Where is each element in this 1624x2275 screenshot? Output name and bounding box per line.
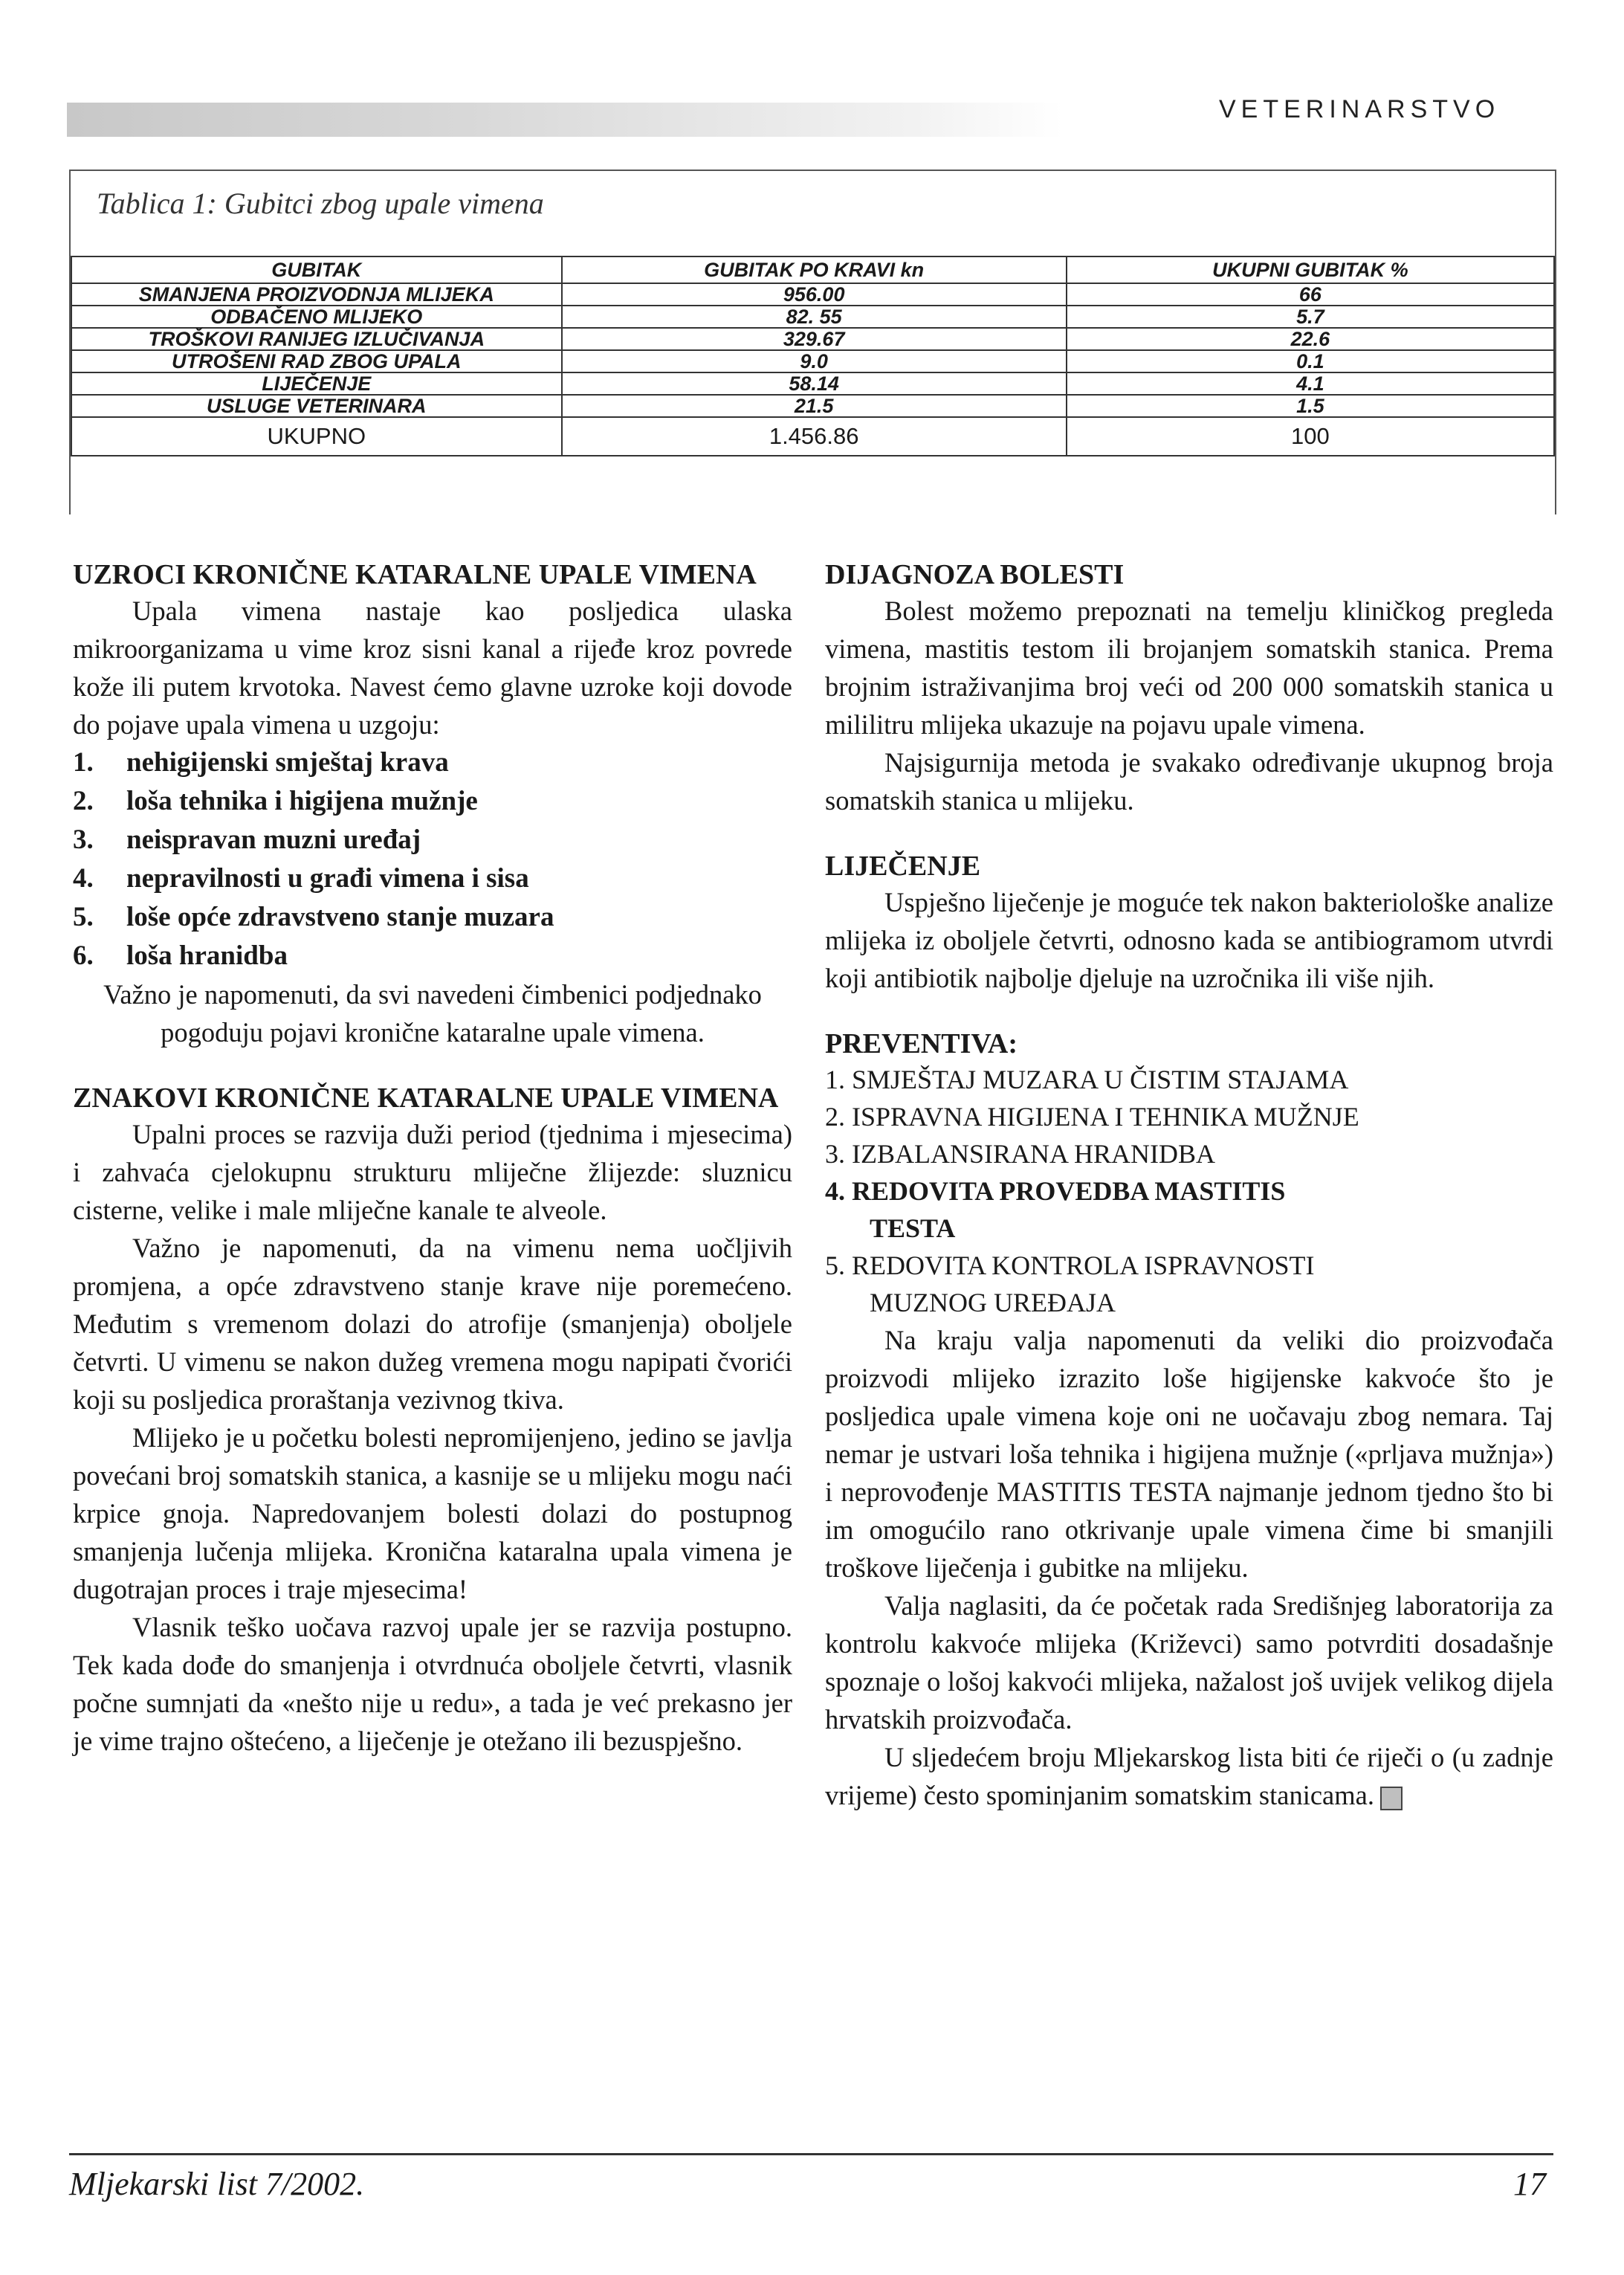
table-row xyxy=(71,283,1554,306)
paragraph: Na kraju valja napomenuti da veliki dio proizvođača proizvodi mlijeko izrazito loše higijenske kakvoće što je posljedica upale vimena koje oni ne uočavaju zbog nemara. Taj nemar je ustvari loša tehnika i higijena mužnje («prljava mužnja») i neprovođenje MASTITIS TESTA najmanje jednom tjedno što bi im omogućilo rano otkrivanje upale vimena čime bi smanjili troškove liječenja i gubitke na mlijeku. xyxy=(825,1325,1553,1583)
causes-heading: UZROCI KRONIČNE KATARALNE UPALE VIMENA xyxy=(73,559,757,590)
loss-table xyxy=(71,256,1555,456)
table-header-row xyxy=(71,256,1554,283)
list-item: 6. loša hranidba xyxy=(73,940,288,971)
table-cell: 956.00 xyxy=(562,283,1067,306)
end-of-article-icon xyxy=(1380,1787,1403,1810)
paragraph: Najsigurnija metoda je svakako određivanje ukupnog broja somatskih stanica u mlijeku. xyxy=(825,747,1553,816)
table-total-row xyxy=(71,417,1554,456)
paragraph: Bolest možemo prepoznati na temelju kliničkog pregleda vimena, mastitis testom ili brojanjem somatskih stanica. Prema brojnim istraživanjima broj veći od 200 000 somatskih stanica u mililitru mlijeka ukazuje na pojavu upale vimena. xyxy=(825,596,1553,740)
list-item: 5. REDOVITA KONTROLA ISPRAVNOSTI MUZNOG UREĐAJA xyxy=(825,1251,1315,1317)
paragraph: Valja naglasiti, da će početak rada Središnjeg laboratorija za kontrolu kakvoće mlijeka (Križevci) samo potvrditi dosadašnje spoznaje o lošoj kakvoći mlijeka, nažalost još uvijek velikog dijela hrvatskih proizvođača. xyxy=(825,1590,1553,1735)
table-cell: 82. 55 xyxy=(562,306,1067,328)
paragraph: Važno je napomenuti, da na vimenu nema uočljivih promjena, a opće zdravstveno stanje krave nije poremećeno. Međutim s vremenom dolazi do atrofije (smanjenja) oboljele četvrti. U vimenu se nakon dužeg vremena mogu napipati čvorići koji su posljedica proraštanja vezivnog tkiva. xyxy=(73,1233,792,1415)
table-header-cell: GUBITAK xyxy=(71,256,562,283)
table-cell: 5.7 xyxy=(1067,306,1554,328)
prevention-heading: PREVENTIVA: xyxy=(825,1028,1018,1059)
table-cell: ODBAČENO MLIJEKO xyxy=(71,306,562,328)
treatment-heading: LIJEČENJE xyxy=(825,851,981,882)
table-cell: 329.67 xyxy=(562,328,1067,350)
table-row xyxy=(71,395,1554,417)
page-number: 17 xyxy=(1513,2166,1546,2202)
table-cell: 1.456.86 xyxy=(562,417,1067,456)
table-cell: 4.1 xyxy=(1067,372,1554,395)
left-column xyxy=(73,558,792,1760)
list-item: 4. nepravilnosti u građi vimena i sisa xyxy=(73,863,529,894)
right-column xyxy=(825,558,1553,1814)
table-cell: LIJEČENJE xyxy=(71,372,562,395)
table-row xyxy=(71,306,1554,328)
list-item: 5. loše opće zdravstveno stanje muzara xyxy=(73,902,554,932)
table-cell: 22.6 xyxy=(1067,328,1554,350)
list-item: 1. nehigijenski smještaj krava xyxy=(73,747,449,778)
list-item: 2. ISPRAVNA HIGIJENA I TEHNIKA MUŽNJE xyxy=(825,1102,1359,1132)
table-row xyxy=(71,328,1554,350)
table-cell: UTROŠENI RAD ZBOG UPALA xyxy=(71,350,562,372)
footer-divider xyxy=(69,2153,1553,2155)
paragraph: Upalni proces se razvija duži period (tjednima i mjesecima) i zahvaća cjelokupnu strukturu mliječne žlijezde: sluznicu cisterne, velike i male mliječne kanale te alveole. xyxy=(73,1119,792,1225)
paragraph: Važno je napomenuti, da svi navedeni čimbenici podjednako pogoduju pojavi kronične kataralne upale vimena. xyxy=(103,979,762,1048)
table-cell: 58.14 xyxy=(562,372,1067,395)
table-cell: 1.5 xyxy=(1067,395,1554,417)
table-row xyxy=(71,372,1554,395)
list-item: 3. neispravan muzni uređaj xyxy=(73,825,421,855)
table-caption: Tablica 1: Gubitci zbog upale vimena xyxy=(97,187,544,220)
journal-name: Mljekarski list 7/2002. xyxy=(69,2166,365,2202)
table-cell: USLUGE VETERINARA xyxy=(71,395,562,417)
table-cell: 9.0 xyxy=(562,350,1067,372)
list-item: 3. IZBALANSIRANA HRANIDBA xyxy=(825,1139,1216,1169)
paragraph: Uspješno liječenje je moguće tek nakon bakteriološke analize mlijeka iz oboljele četvrti, odnosno kada se antibiogramom utvrdi koji antibiotik najbolje djeluje na uzročnika ili više njih. xyxy=(825,887,1553,993)
section-title: VETERINARSTVO xyxy=(1219,95,1501,123)
paragraph: Vlasnik teško uočava razvoj upale jer se razvija postupno. Tek kada dođe do smanjenja i otvrdnuća oboljele četvrti, vlasnik počne sumnjati da «nešto nije u redu», a tada je već prekasno jer je vime trajno oštećeno, a liječenje je otežano ili bezuspješno. xyxy=(73,1612,792,1756)
causes-list xyxy=(73,743,792,975)
table-cell: TROŠKOVI RANIJEG IZLUČIVANJA xyxy=(71,328,562,350)
table-cell: 0.1 xyxy=(1067,350,1554,372)
table-cell: SMANJENA PROIZVODNJA MLIJEKA xyxy=(71,283,562,306)
symptoms-heading: ZNAKOVI KRONIČNE KATARALNE UPALE VIMENA xyxy=(73,1082,779,1114)
header-decoration-bar xyxy=(67,103,1063,137)
table-row xyxy=(71,350,1554,372)
diagnosis-heading: DIJAGNOZA BOLESTI xyxy=(825,559,1125,590)
list-item: 4. REDOVITA PROVEDBA MASTITIS TESTA xyxy=(825,1176,1286,1243)
paragraph: Mlijeko je u početku bolesti nepromijenjeno, jedino se javlja povećani broj somatskih stanica, a kasnije se u mlijeku mogu naći krpice gnoja. Napredovanjem bolesti dolazi do postupnog smanjenja lučenja mlijeka. Kronična kataralna upala vimena je dugotrajan proces i traje mjesecima! xyxy=(73,1422,792,1604)
table-cell: 100 xyxy=(1067,417,1554,456)
list-item: 2. loša tehnika i higijena mužnje xyxy=(73,786,478,816)
list-item: 1. SMJEŠTAJ MUZARA U ČISTIM STAJAMA xyxy=(825,1065,1349,1094)
paragraph: Upala vimena nastaje kao posljedica ulaska mikroorganizama u vime kroz sisni kanal a rijeđe kroz povrede kože ili putem krvotoka. Navest ćemo glavne uzroke koji dovode do pojave upala vimena u uzgoju: xyxy=(73,596,792,740)
table-header-cell: UKUPNI GUBITAK % xyxy=(1067,256,1554,283)
table-cell: UKUPNO xyxy=(71,417,562,456)
paragraph: U sljedećem broju Mljekarskog lista biti će riječi o (u zadnje vrijeme) često spominjanim somatskim stanicama. xyxy=(825,1742,1553,1810)
table-cell: 66 xyxy=(1067,283,1554,306)
table-cell: 21.5 xyxy=(562,395,1067,417)
table-header-cell: GUBITAK PO KRAVI kn xyxy=(562,256,1067,283)
